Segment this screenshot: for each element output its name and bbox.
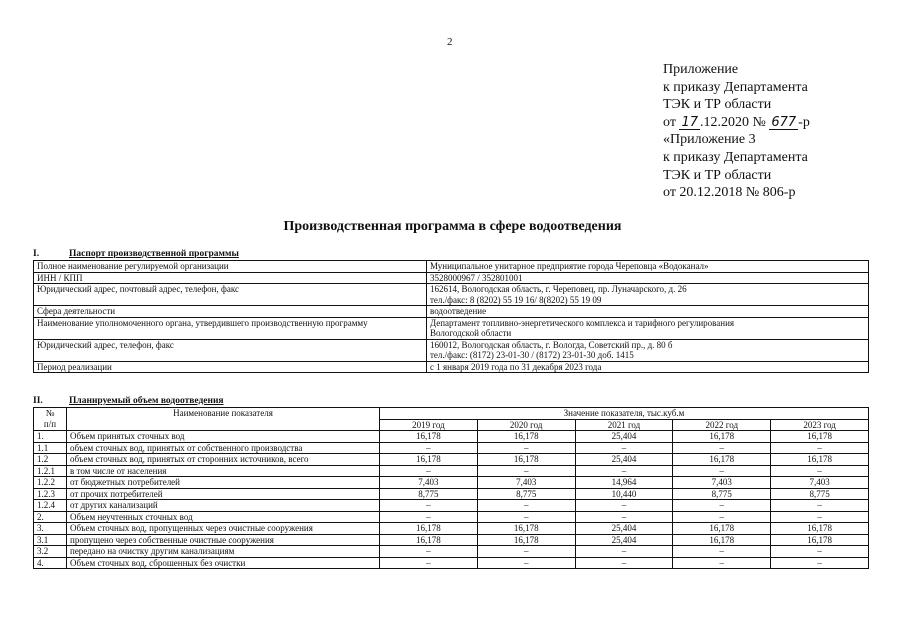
row-number: 1.2 [34, 454, 67, 466]
passport-value [427, 284, 869, 306]
passport-row [34, 261, 869, 273]
row-value: 16,178 [380, 534, 478, 546]
row-number: 1.2.2 [34, 477, 67, 489]
row-number: 1.2.4 [34, 500, 67, 512]
row-value: 25,404 [575, 454, 673, 466]
row-value: – [380, 546, 478, 558]
volume-table [33, 407, 869, 569]
row-value: – [380, 500, 478, 512]
row-value: – [575, 442, 673, 454]
row-value: 16,178 [771, 431, 869, 443]
passport-value-line: Департамент топливно-энергетического комплекса и тарифного регулирования [430, 317, 735, 328]
row-indicator: Объем неучтенных сточных вод [67, 511, 380, 523]
volume-row [34, 500, 869, 512]
header-year: 2019 год [380, 419, 478, 431]
header-year: 2020 год [477, 419, 575, 431]
volume-row [34, 431, 869, 443]
row-value: 8,775 [380, 488, 478, 500]
section-1-heading [33, 249, 239, 259]
row-value: 8,775 [771, 488, 869, 500]
row-value: – [673, 511, 771, 523]
row-value: 16,178 [771, 454, 869, 466]
row-value: 25,404 [575, 523, 673, 535]
row-value: – [673, 442, 771, 454]
passport-label: Полное наименование регулируемой организации [34, 261, 427, 273]
passport-value-line: тел./факс: (8172) 23-01-30 / (8172) 23-01-30 доб. 1415 [430, 350, 634, 360]
section-title: Планируемый объем водоотведения [69, 396, 224, 406]
passport-label: Наименование уполномоченного органа, утвердившего производственную программу [34, 317, 427, 339]
passport-row [34, 317, 869, 339]
appendix-line: ТЭК и ТР области [663, 167, 772, 183]
header-indicator-name: Наименование показателя [67, 408, 380, 431]
row-value: 16,178 [673, 523, 771, 535]
volume-row [34, 534, 869, 546]
row-indicator: от других канализаций [67, 500, 380, 512]
appendix-line: ТЭК и ТР области [663, 97, 772, 113]
row-value: – [771, 511, 869, 523]
row-value: – [673, 557, 771, 569]
passport-label: Сфера деятельности [34, 306, 427, 318]
volume-row [34, 523, 869, 535]
row-value: 16,178 [477, 431, 575, 443]
row-value: – [477, 500, 575, 512]
passport-value-line: 160012, Вологодская область, г. Вологда, Советский пр., д. 80 б [430, 339, 673, 350]
row-value: – [575, 465, 673, 477]
row-indicator: пропущено через собственные очистные сооружения [67, 534, 380, 546]
header-value: Значение показателя, тыс.куб.м [380, 408, 869, 420]
row-value: – [771, 442, 869, 454]
row-value: – [673, 546, 771, 558]
row-value: – [477, 557, 575, 569]
row-value: 16,178 [477, 454, 575, 466]
row-number: 1.1 [34, 442, 67, 454]
volume-row [34, 454, 869, 466]
passport-row [34, 306, 869, 318]
row-value: 7,403 [380, 477, 478, 489]
row-value: 16,178 [477, 523, 575, 535]
row-indicator: объем сточных вод, принятых от сторонних источников, всего [67, 454, 380, 466]
order-suffix: -р [798, 114, 810, 130]
row-value: 14,964 [575, 477, 673, 489]
row-number: 4. [34, 557, 67, 569]
row-value: – [477, 465, 575, 477]
volume-row [34, 546, 869, 558]
passport-value [427, 306, 869, 318]
handwritten-order-number: 677 [771, 114, 797, 130]
row-value: – [380, 465, 478, 477]
row-value: – [771, 465, 869, 477]
passport-value [427, 361, 869, 373]
passport-row [34, 272, 869, 284]
row-value: – [477, 546, 575, 558]
row-value: 10,440 [575, 488, 673, 500]
row-number: 3. [34, 523, 67, 535]
order-date-prefix: от [663, 114, 676, 130]
volume-row [34, 465, 869, 477]
row-value: – [575, 500, 673, 512]
passport-row [34, 361, 869, 373]
passport-value [427, 317, 869, 339]
row-indicator: от бюджетных потребителей [67, 477, 380, 489]
row-value: – [673, 500, 771, 512]
header-year: 2022 год [673, 419, 771, 431]
volume-row [34, 488, 869, 500]
row-value: – [673, 465, 771, 477]
appendix-line: к приказу Департамента [663, 149, 808, 165]
section-2-heading [33, 396, 224, 406]
section-title: Паспорт производственной программы [69, 249, 239, 259]
row-indicator: передано на очистку другим канализациям [67, 546, 380, 558]
passport-row [34, 284, 869, 306]
row-number: 1.2.1 [34, 465, 67, 477]
row-indicator: Объем принятых сточных вод [67, 431, 380, 443]
appendix-line: «Приложение 3 [663, 132, 756, 148]
passport-row [34, 339, 869, 361]
volume-row [34, 442, 869, 454]
row-indicator: Объем сточных вод, сброшенных без очистки [67, 557, 380, 569]
document-title: Производственная программа в сфере водоотведения [283, 219, 622, 234]
row-value: 16,178 [673, 454, 771, 466]
header-year: 2023 год [771, 419, 869, 431]
row-value: – [477, 511, 575, 523]
row-value: – [575, 511, 673, 523]
passport-value-line: с 1 января 2019 года по 31 декабря 2023 года [430, 361, 602, 372]
volume-row [34, 557, 869, 569]
row-value: – [575, 557, 673, 569]
passport-value-line: 3528000967 / 352801001 [430, 272, 523, 283]
passport-label: Юридический адрес, почтовый адрес, телефон, факс [34, 284, 427, 306]
row-number: 2. [34, 511, 67, 523]
row-value: – [575, 546, 673, 558]
row-value: – [380, 442, 478, 454]
row-number: 1. [34, 431, 67, 443]
passport-value [427, 339, 869, 361]
volume-row [34, 477, 869, 489]
row-value: 16,178 [771, 523, 869, 535]
appendix-block [663, 61, 898, 202]
row-number: 3.1 [34, 534, 67, 546]
row-value: 16,178 [673, 534, 771, 546]
handwritten-day: 17 [681, 114, 698, 130]
passport-value [427, 261, 869, 273]
order-date-mid: .12.2020 № [699, 114, 766, 130]
passport-label: Юридический адрес, телефон, факс [34, 339, 427, 361]
passport-value-line: водоотведение [430, 306, 487, 316]
row-value: 16,178 [477, 534, 575, 546]
row-indicator: объем сточных вод, принятых от собственного производства [67, 442, 380, 454]
row-value: – [380, 511, 478, 523]
section-number: II. [33, 396, 43, 406]
row-value: 7,403 [673, 477, 771, 489]
row-value: 8,775 [477, 488, 575, 500]
appendix-line: Приложение [663, 62, 739, 77]
row-value: – [771, 546, 869, 558]
row-value: – [771, 557, 869, 569]
row-number: 1.2.3 [34, 488, 67, 500]
appendix-order-line [663, 114, 898, 132]
passport-label: Период реализации [34, 361, 427, 373]
row-value: – [380, 557, 478, 569]
passport-value-line: Вологодской области [430, 328, 512, 338]
volume-row [34, 511, 869, 523]
passport-value-line: тел./факс: 8 (8202) 55 19 16/ 8(8202) 55 19 09 [430, 294, 602, 305]
header-number: № п/п [34, 408, 67, 431]
row-value: 25,404 [575, 431, 673, 443]
row-value: 7,403 [477, 477, 575, 489]
row-value: 16,178 [380, 431, 478, 443]
appendix-line: к приказу Департамента [663, 79, 808, 95]
row-indicator: в том числе от населения [67, 465, 380, 477]
row-value: 16,178 [380, 454, 478, 466]
row-value: – [771, 500, 869, 512]
header-year: 2021 год [575, 419, 673, 431]
page-number: 2 [447, 36, 453, 48]
row-number: 3.2 [34, 546, 67, 558]
section-number: I. [33, 249, 40, 259]
passport-label: ИНН / КПП [34, 272, 427, 284]
row-indicator: Объем сточных вод, пропущенных через очистные сооружения [67, 523, 380, 535]
row-value: 16,178 [380, 523, 478, 535]
passport-value-line: Муниципальное унитарное предприятие города Череповца «Водоканал» [430, 261, 709, 271]
passport-value [427, 272, 869, 284]
row-value: 8,775 [673, 488, 771, 500]
passport-value-line: 162614, Вологодская область, г. Череповец, пр. Луначарского, д. 26 [430, 284, 687, 294]
row-indicator: от прочих потребителей [67, 488, 380, 500]
row-value: 7,403 [771, 477, 869, 489]
passport-table [33, 260, 869, 373]
row-value: 25,404 [575, 534, 673, 546]
row-value: 16,178 [673, 431, 771, 443]
appendix-line: от 20.12.2018 № 806-р [663, 185, 796, 201]
row-value: – [477, 442, 575, 454]
row-value: 16,178 [771, 534, 869, 546]
